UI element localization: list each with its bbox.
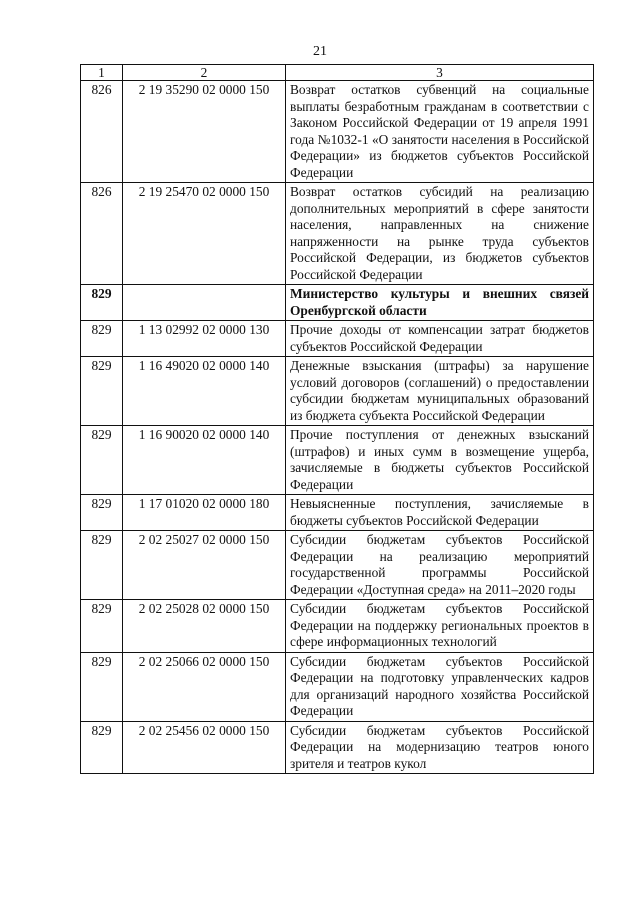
description-cell: Субсидии бюджетам субъектов Российской Федерации на подготовку управленческих кадров для организаций народного хозяйства Российской Федерации [286, 652, 594, 721]
column-header-1: 1 [81, 65, 123, 81]
admin-code-cell: 829 [81, 357, 123, 426]
admin-code-cell: 829 [81, 531, 123, 600]
admin-code-cell: 829 [81, 285, 123, 321]
description-cell: Денежные взыскания (штрафы) за нарушение условий договоров (соглашений) о предоставлении субсидии бюджетам муниципальных образований из бюджета субъекта Российской Федерации [286, 357, 594, 426]
budget-code-cell: 1 16 90020 02 0000 140 [123, 426, 286, 495]
admin-code-cell: 826 [81, 183, 123, 285]
budget-code-cell: 1 13 02992 02 0000 130 [123, 321, 286, 357]
budget-code-cell: 1 16 49020 02 0000 140 [123, 357, 286, 426]
table-row [81, 721, 594, 774]
table-row [81, 495, 594, 531]
ministry-name-cell: Министерство культуры и внешних связей Оренбургской области [286, 285, 594, 321]
table-row [81, 426, 594, 495]
column-header-3: 3 [286, 65, 594, 81]
table-row [81, 531, 594, 600]
table-row [81, 600, 594, 653]
description-cell: Возврат остатков субвенций на социальные выплаты безработным гражданам в соответствии с Законом Российской Федерации от 19 апреля 1991 года №1032-1 «О занятости населения в Российской Федерации» из бюджетов субъектов Российской Федерации [286, 81, 594, 183]
budget-code-cell: 2 19 25470 02 0000 150 [123, 183, 286, 285]
admin-code-cell: 826 [81, 81, 123, 183]
table-body [81, 81, 594, 774]
description-cell: Возврат остатков субсидий на реализацию дополнительных мероприятий в сфере занятости населения, направленных на снижение напряженности на рынке труда субъектов Российской Федерации, из бюджетов субъектов Российской Федерации [286, 183, 594, 285]
description-cell: Субсидии бюджетам субъектов Российской Федерации на модернизацию театров юного зрителя и театров кукол [286, 721, 594, 774]
admin-code-cell: 829 [81, 321, 123, 357]
table-row [81, 81, 594, 183]
page-number: 21 [313, 44, 327, 59]
admin-code-cell: 829 [81, 600, 123, 653]
budget-code-cell: 2 02 25456 02 0000 150 [123, 721, 286, 774]
budget-code-cell: 2 02 25028 02 0000 150 [123, 600, 286, 653]
table-row [81, 357, 594, 426]
description-cell: Субсидии бюджетам субъектов Российской Федерации на поддержку региональных проектов в сфере информационных технологий [286, 600, 594, 653]
table-header-row [81, 65, 594, 81]
table-row [81, 183, 594, 285]
admin-code-cell: 829 [81, 652, 123, 721]
description-cell: Субсидии бюджетам субъектов Российской Федерации на реализацию мероприятий государственной программы Российской Федерации «Доступная среда» на 2011–2020 годы [286, 531, 594, 600]
table-row-ministry-heading [81, 285, 594, 321]
description-cell: Прочие доходы от компенсации затрат бюджетов субъектов Российской Федерации [286, 321, 594, 357]
admin-code-cell: 829 [81, 426, 123, 495]
budget-code-cell: 1 17 01020 02 0000 180 [123, 495, 286, 531]
budget-classification-table [80, 64, 594, 774]
budget-code-cell: 2 02 25066 02 0000 150 [123, 652, 286, 721]
admin-code-cell: 829 [81, 721, 123, 774]
budget-code-cell: 2 19 35290 02 0000 150 [123, 81, 286, 183]
budget-code-cell: 2 02 25027 02 0000 150 [123, 531, 286, 600]
table-row [81, 652, 594, 721]
budget-code-cell [123, 285, 286, 321]
admin-code-cell: 829 [81, 495, 123, 531]
description-cell: Прочие поступления от денежных взысканий (штрафов) и иных сумм в возмещение ущерба, зачисляемые в бюджеты субъектов Российской Федерации [286, 426, 594, 495]
column-header-2: 2 [123, 65, 286, 81]
table-row [81, 321, 594, 357]
description-cell: Невыясненные поступления, зачисляемые в бюджеты субъектов Российской Федерации [286, 495, 594, 531]
